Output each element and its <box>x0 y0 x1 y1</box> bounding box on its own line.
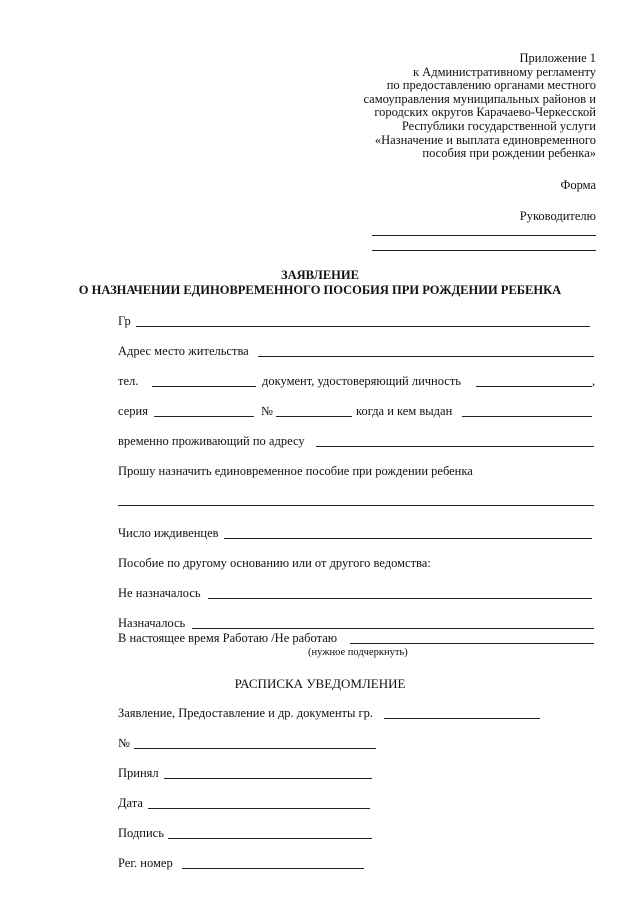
form-label: Форма <box>560 178 596 192</box>
series-label: серия <box>118 404 148 418</box>
receipt-number-field[interactable] <box>134 748 376 749</box>
addressee-line-2[interactable] <box>372 250 596 251</box>
comma: , <box>592 374 596 388</box>
dependents-field[interactable] <box>224 538 592 539</box>
address-field[interactable] <box>258 356 594 357</box>
receipt-number-label: № <box>118 736 130 750</box>
employment-field[interactable] <box>350 643 594 644</box>
addressee-line-1[interactable] <box>372 235 596 236</box>
temp-address-label: временно проживающий по адресу <box>118 434 305 448</box>
reg-number-field[interactable] <box>182 868 364 869</box>
issued-label: когда и кем выдан <box>356 404 453 418</box>
signature-label: Подпись <box>118 826 164 840</box>
header-line: по предоставлению органами местного <box>386 78 596 93</box>
header-line: пособия при рождении ребенка» <box>422 146 596 161</box>
dependents-label: Число иждивенцев <box>118 526 219 540</box>
header-line: Республики государственной услуги <box>401 118 596 133</box>
number-field[interactable] <box>276 416 352 417</box>
assigned-field[interactable] <box>192 628 594 629</box>
id-document-label: документ, удостоверяющий личность <box>262 374 462 388</box>
temp-address-field[interactable] <box>316 446 594 447</box>
request-text: Прошу назначить единовременное пособие при рождении ребенка <box>118 464 473 478</box>
signature-field[interactable] <box>168 838 372 839</box>
reg-number-label: Рег. номер <box>118 856 173 870</box>
issued-field[interactable] <box>462 416 592 417</box>
document-title: ЗАЯВЛЕНИЕ <box>281 268 359 282</box>
receipt-documents-label: Заявление, Предоставление и др. документы гр. <box>118 706 374 720</box>
citizen-field[interactable] <box>136 326 590 327</box>
header-line: самоуправления муниципальных районов и <box>363 91 596 106</box>
accepted-label: Принял <box>118 766 159 780</box>
document-subtitle: О НАЗНАЧЕНИИ ЕДИНОВРЕМЕННОГО ПОСОБИЯ ПРИ РОЖДЕНИИ РЕБЕНКА <box>78 283 562 297</box>
header-line: Приложение 1 <box>519 51 596 65</box>
phone-field[interactable] <box>152 386 256 387</box>
date-label: Дата <box>118 796 143 810</box>
number-label: № <box>261 404 273 418</box>
underline-note: (нужное подчеркнуть) <box>308 647 408 658</box>
header-line: «Назначение и выплата единовременного <box>374 132 596 147</box>
addressee-label: Руководителю <box>519 209 596 223</box>
date-field[interactable] <box>148 808 370 809</box>
request-field[interactable] <box>118 505 594 506</box>
assigned-label: Назначалось <box>118 616 186 630</box>
receipt-documents-field[interactable] <box>384 718 540 719</box>
header-line: городских округов Карачаево-Черкесской <box>374 105 596 120</box>
accepted-field[interactable] <box>164 778 372 779</box>
header-line: к Административному регламенту <box>412 64 596 79</box>
address-label: Адрес место жительства <box>118 344 249 358</box>
series-field[interactable] <box>154 416 254 417</box>
receipt-heading: РАСПИСКА УВЕДОМЛЕНИЕ <box>234 676 406 691</box>
not-assigned-label: Не назначалось <box>118 586 201 600</box>
appendix-header <box>363 52 596 161</box>
phone-label: тел. <box>118 374 139 388</box>
other-benefit-label: Пособие по другому основанию или от другого ведомства: <box>118 556 431 570</box>
employment-label: В настоящее время Работаю /Не работаю <box>118 631 338 645</box>
not-assigned-field[interactable] <box>208 598 592 599</box>
citizen-label: Гр <box>118 314 131 328</box>
id-document-field[interactable] <box>476 386 592 387</box>
